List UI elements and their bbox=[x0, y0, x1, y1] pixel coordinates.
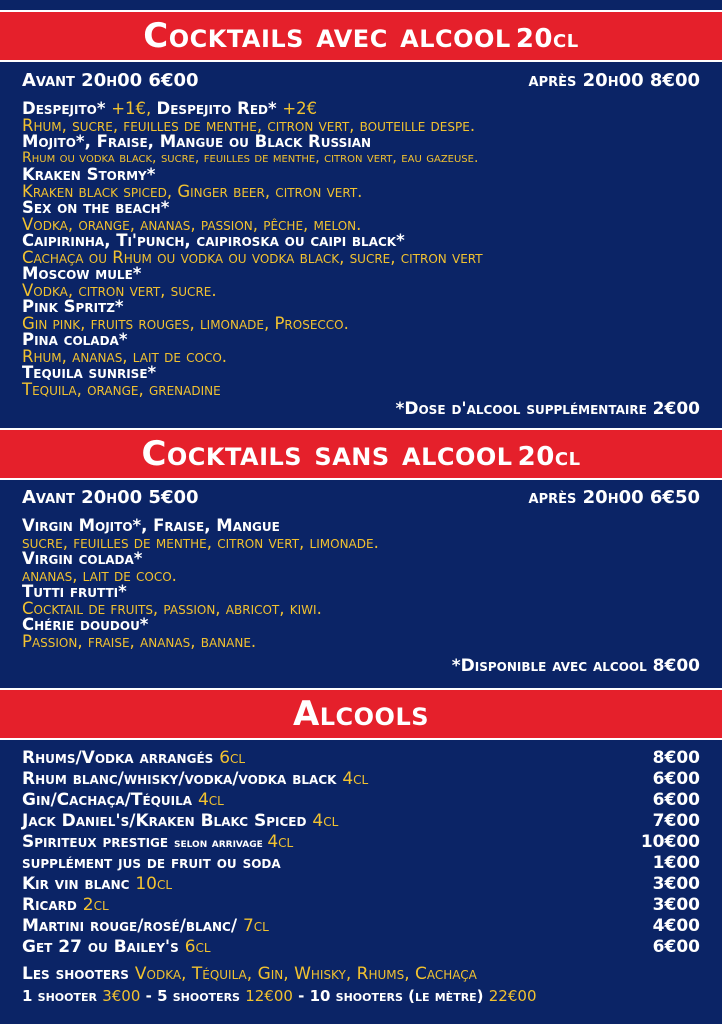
shooters-prices bbox=[22, 985, 700, 1007]
drink-name: Pina colada* bbox=[22, 330, 128, 349]
alcohol-name: Rhum blanc/whisky/vodka/vodka black bbox=[22, 769, 343, 789]
drink-ingredients: Gin pink, fruits rouges, limonade, Prosecco. bbox=[22, 314, 349, 333]
drink-item bbox=[22, 365, 712, 398]
alcohol-row bbox=[22, 769, 700, 790]
price-after: après 20h00 8€00 bbox=[528, 70, 700, 91]
alcohol-volume: 10cl bbox=[135, 874, 173, 894]
drink-name: Tutti frutti* bbox=[22, 582, 127, 601]
drink-ingredients: Vodka, orange, ananas, passion, pêche, melon. bbox=[22, 215, 362, 234]
alcohol-row bbox=[22, 874, 700, 895]
drink-item bbox=[22, 518, 712, 551]
alcohol-price: 6€00 bbox=[652, 769, 700, 789]
section-volume: 20cl bbox=[517, 442, 581, 472]
alcohol-price: 6€00 bbox=[652, 790, 700, 810]
alcohol-name: Jack Daniel's/Kraken Blakc Spiced bbox=[22, 811, 313, 831]
drink-item bbox=[22, 134, 712, 167]
alcohol-name: Gin/Cachaça/Téquila bbox=[22, 790, 198, 810]
drink-name: Virgin Mojito*, Fraise, Mangue bbox=[22, 516, 280, 535]
drink-name: Virgin colada* bbox=[22, 549, 143, 568]
drink-name: Pink Spritz* bbox=[22, 297, 124, 316]
section-banner-alcools bbox=[0, 688, 722, 740]
drink-ingredients: Passion, fraise, ananas, banane. bbox=[22, 632, 257, 651]
alcohol-note: selon arrivage bbox=[174, 836, 268, 851]
drink-item bbox=[22, 233, 712, 266]
drink-name bbox=[22, 101, 712, 117]
alcohol-row bbox=[22, 937, 700, 958]
alcohol-price: 8€00 bbox=[652, 748, 700, 768]
alcohol-volume: 4cl bbox=[312, 811, 339, 831]
separator: - bbox=[140, 987, 158, 1005]
drink-name: Caipirinha, Ti'punch, caipiroska ou caipi black* bbox=[22, 231, 405, 250]
drink-extra: +2€ bbox=[282, 99, 318, 118]
supplement-note: *Dose d'alcool supplémentaire 2€00 bbox=[395, 399, 700, 419]
drink-name: Chérie doudou* bbox=[22, 615, 149, 634]
price-row bbox=[22, 487, 700, 508]
drink-ingredients: sucre, feuilles de menthe, citron vert, limonade. bbox=[22, 533, 379, 552]
price-after: après 20h00 6€50 bbox=[528, 487, 700, 508]
drink-ingredients: Cachaça ou Rhum ou vodka ou vodka black, sucre, citron vert bbox=[22, 248, 483, 267]
alcohol-volume: 4cl bbox=[267, 832, 294, 852]
drink-name: Moscow mule* bbox=[22, 264, 142, 283]
alcohol-row bbox=[22, 832, 700, 853]
alcohol-volume: 6cl bbox=[219, 748, 246, 768]
separator: - bbox=[292, 987, 310, 1005]
section-title: Cocktails avec alcool bbox=[143, 16, 511, 56]
shooter5-label: 5 shooters bbox=[157, 987, 246, 1005]
drink-item bbox=[22, 167, 712, 200]
section-banner-cocktails-alcool bbox=[0, 10, 722, 62]
drink-ingredients: Rhum, sucre, feuilles de menthe, citron vert, bouteille despe. bbox=[22, 116, 476, 135]
drink-name: Tequila sunrise* bbox=[22, 363, 157, 382]
drink-item bbox=[22, 101, 712, 134]
alcohol-price: 4€00 bbox=[652, 916, 700, 936]
drink-item bbox=[22, 266, 712, 299]
shooter10-label: 10 shooters (le mètre) bbox=[309, 987, 489, 1005]
section-title: Cocktails sans alcool bbox=[141, 434, 513, 474]
alcohol-name: Martini rouge/rosé/blanc/ bbox=[22, 916, 243, 936]
alcohol-name: Spiriteux prestige bbox=[22, 832, 174, 852]
drink-list bbox=[22, 101, 712, 398]
drink-name: Mojito*, Fraise, Mangue ou Black Russian bbox=[22, 132, 372, 151]
drink-item bbox=[22, 584, 712, 617]
drink-item bbox=[22, 332, 712, 365]
drink-extra: +1€, bbox=[111, 99, 157, 118]
shooter10-price: 22€00 bbox=[488, 987, 537, 1005]
alcohol-volume: 2cl bbox=[82, 895, 109, 915]
drink-item bbox=[22, 617, 712, 650]
alcohol-price: 7€00 bbox=[652, 811, 700, 831]
drink-ingredients: Vodka, citron vert, sucre. bbox=[22, 281, 217, 300]
alcohol-list bbox=[22, 748, 700, 958]
alcohol-price: 1€00 bbox=[652, 853, 700, 873]
alcohol-volume: 6cl bbox=[184, 937, 211, 957]
shooters-block bbox=[22, 963, 700, 1007]
drink-ingredients: Cocktail de fruits, passion, abricot, kiwi. bbox=[22, 599, 322, 618]
drink-ingredients: Rhum ou vodka black, sucre, feuilles de menthe, citron vert, eau gazeuse. bbox=[22, 150, 479, 166]
drink-list bbox=[22, 518, 712, 650]
drink-name: Sex on the beach* bbox=[22, 198, 170, 217]
alcohol-name: Ricard bbox=[22, 895, 83, 915]
alcohol-name: Get 27 ou Bailey's bbox=[22, 937, 185, 957]
drink-ingredients: Kraken black spiced, Ginger beer, citron vert. bbox=[22, 182, 363, 201]
alcohol-price: 3€00 bbox=[652, 874, 700, 894]
alcohol-volume: 4cl bbox=[197, 790, 224, 810]
drink-name: Kraken Stormy* bbox=[22, 165, 156, 184]
price-row bbox=[22, 70, 700, 91]
drink-name-text: Despejito* bbox=[22, 99, 112, 118]
drink-name-text: Despejito Red* bbox=[156, 99, 283, 118]
availability-note: *Disponible avec alcool 8€00 bbox=[451, 656, 700, 676]
alcohol-row bbox=[22, 811, 700, 832]
shooter1-price: 3€00 bbox=[102, 987, 141, 1005]
alcohol-row bbox=[22, 748, 700, 769]
alcohol-name: supplément jus de fruit ou soda bbox=[22, 853, 281, 873]
section-title: Alcools bbox=[292, 694, 430, 734]
drink-item bbox=[22, 551, 712, 584]
price-before: Avant 20h00 6€00 bbox=[22, 70, 199, 91]
alcohol-name: Kir vin blanc bbox=[22, 874, 136, 894]
alcohol-row bbox=[22, 895, 700, 916]
alcohol-price: 3€00 bbox=[652, 895, 700, 915]
alcohol-price: 6€00 bbox=[652, 937, 700, 957]
alcohol-price: 10€00 bbox=[640, 832, 700, 852]
shooter5-price: 12€00 bbox=[245, 987, 293, 1005]
alcohol-volume: 4cl bbox=[342, 769, 369, 789]
alcohol-volume: 7cl bbox=[242, 916, 269, 936]
drink-ingredients: ananas, lait de coco. bbox=[22, 566, 177, 585]
alcohol-row bbox=[22, 916, 700, 937]
shooters-label: Les shooters bbox=[22, 964, 135, 984]
alcohol-name: Rhums/Vodka arrangés bbox=[22, 748, 220, 768]
shooter1-label: 1 shooter bbox=[22, 987, 103, 1005]
price-before: Avant 20h00 5€00 bbox=[22, 487, 199, 508]
drink-ingredients: Rhum, ananas, lait de coco. bbox=[22, 347, 228, 366]
alcohol-row bbox=[22, 790, 700, 811]
shooters-line bbox=[22, 963, 700, 985]
section-banner-cocktails-sans-alcool bbox=[0, 428, 722, 480]
section-volume: 20cl bbox=[515, 24, 579, 54]
shooters-list: Vodka, Téquila, Gin, Whisky, Rhums, Cachaça bbox=[134, 964, 477, 984]
drink-item bbox=[22, 200, 712, 233]
drink-ingredients: Tequila, orange, grenadine bbox=[22, 380, 221, 399]
drink-item bbox=[22, 299, 712, 332]
alcohol-row bbox=[22, 853, 700, 874]
